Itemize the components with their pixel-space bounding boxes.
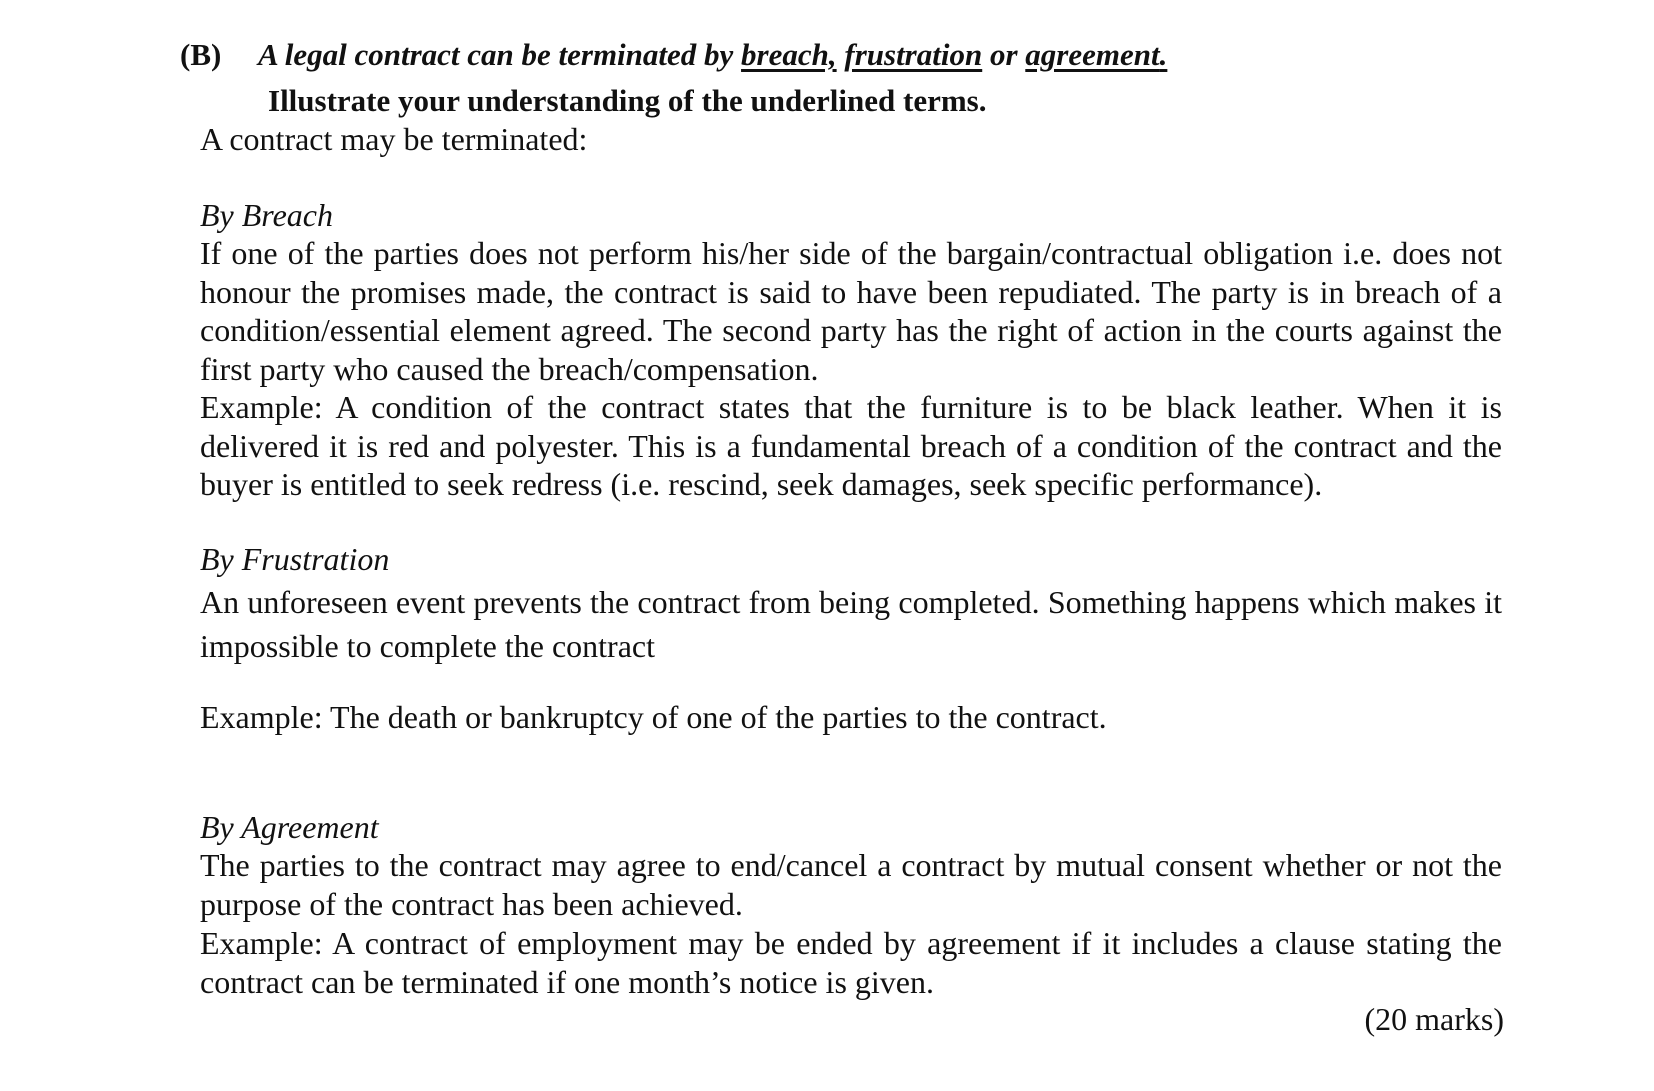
question-title-or: or <box>982 37 1026 72</box>
section-example-breach: Example: A condition of the contract states that the furniture is to be black leather. When it is delivered it is red and polyester. This is a fundamental breach of a condition of the contract and the buyer is entitled to seek redress (i.e. rescind, seek damages, seek specific performance). <box>200 389 1502 502</box>
question-title-prefix: A legal contract can be terminated by <box>258 37 742 72</box>
section-example-agreement: Example: A contract of employment may be ended by agreement if it includes a clause stating the contract can be terminated if one month’s notice is given. <box>200 925 1502 1000</box>
section-example-frustration: Example: The death or bankruptcy of one of the parties to the contract. <box>200 699 1107 735</box>
section-heading-agreement: By Agreement <box>200 809 379 845</box>
term-frustration: frustration <box>844 37 983 72</box>
section-body-frustration: An unforeseen event prevents the contract from being completed. Something happens which makes it impossible to complete the contract <box>200 584 1502 664</box>
question-label: (B) <box>180 37 222 72</box>
term-agreement: agreement <box>1025 37 1160 72</box>
question-title-suffix: . <box>1159 37 1168 72</box>
section-heading-breach: By Breach <box>200 197 333 233</box>
intro-text: A contract may be terminated: <box>200 121 588 157</box>
section-body-breach: If one of the parties does not perform his/her side of the bargain/contractual obligation i.e. does not honour the promises made, the contract is said to have been repudiated. The party is in breach of a condition/essential element agreed. The second party has the right of action in the courts against the first party who caused the breach/compensation. <box>200 235 1502 387</box>
question-title <box>258 36 1167 74</box>
marks-allocation: (20 marks) <box>1364 1001 1504 1037</box>
term-breach: breach, <box>741 37 837 72</box>
section-heading-frustration: By Frustration <box>200 541 390 577</box>
question-instruction: Illustrate your understanding of the underlined terms. <box>268 83 987 118</box>
section-body-agreement: The parties to the contract may agree to end/cancel a contract by mutual consent whether or not the purpose of the contract has been achieved. <box>200 847 1502 922</box>
